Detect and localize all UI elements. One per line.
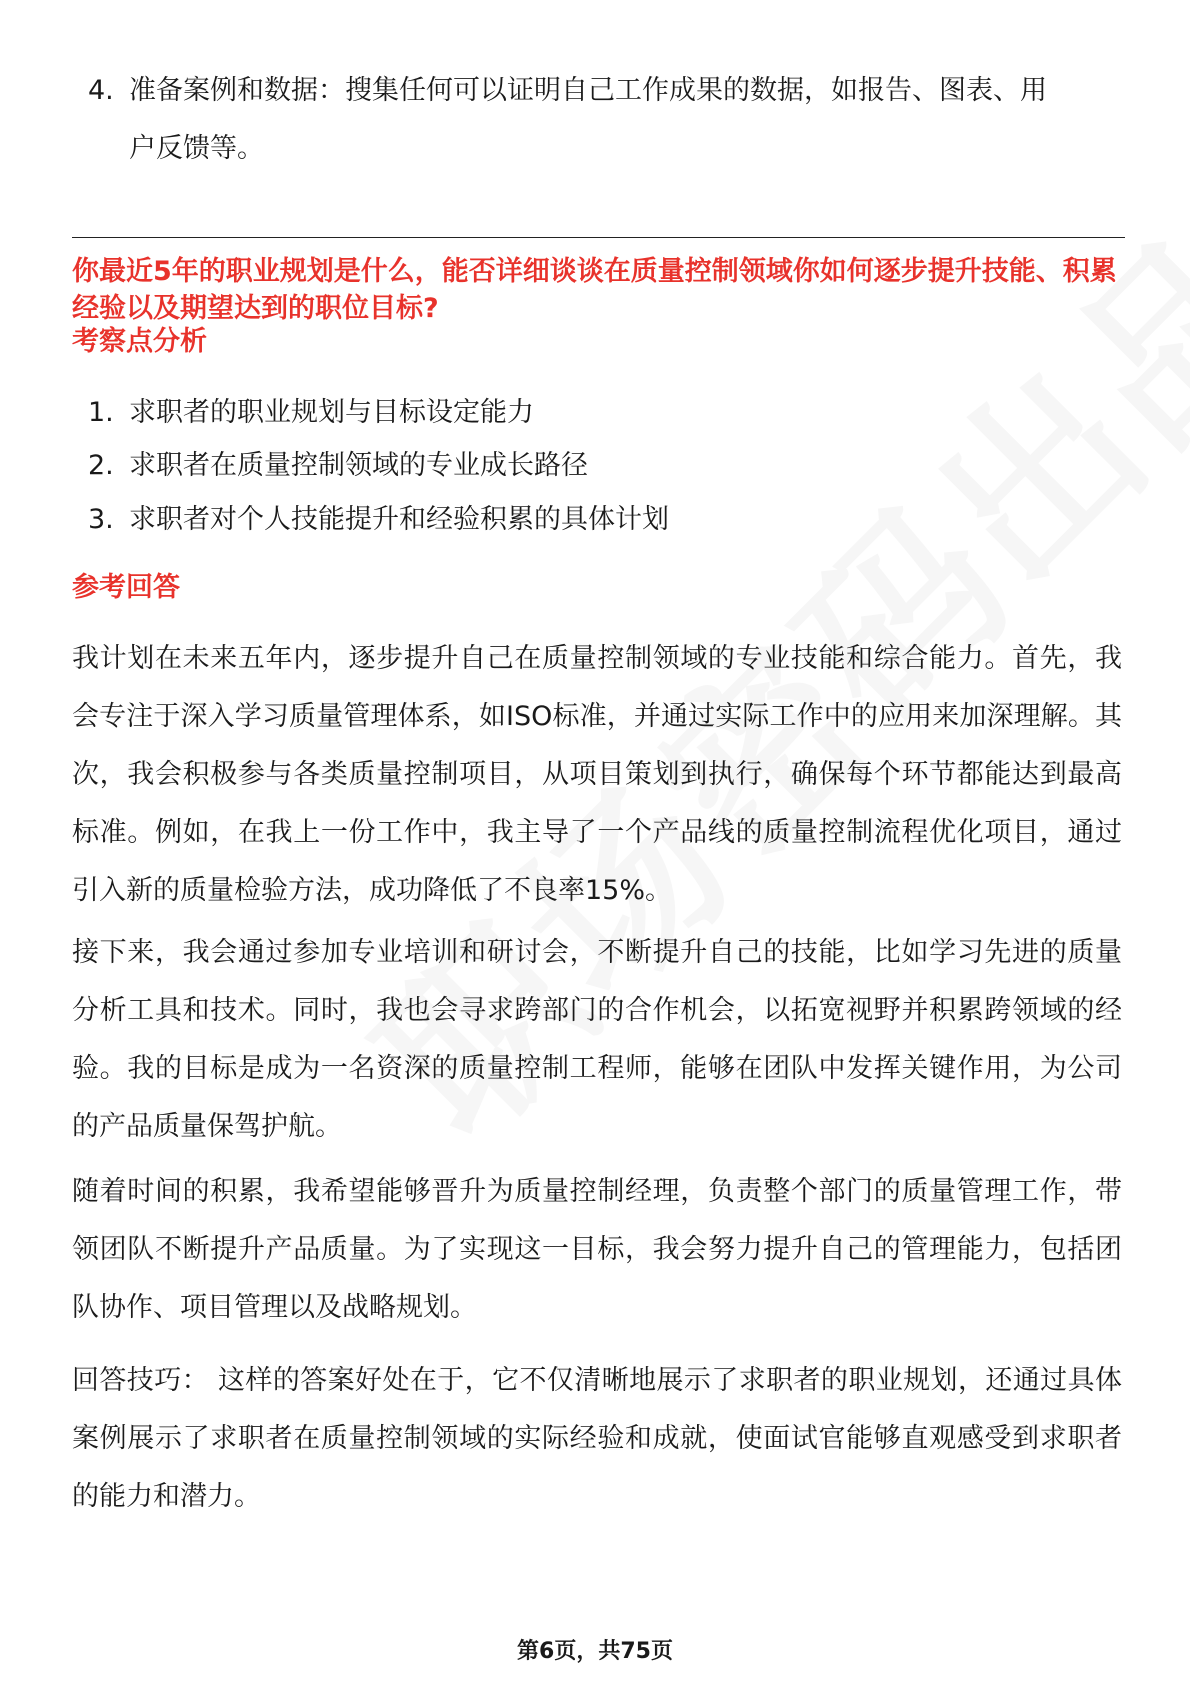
- answer-paragraph-3: 随着时间的积累，我希望能够晋升为质量控制经理，负责整个部门的质量管理工作，带领团队不断提升产品质量。为了实现这一目标，我会努力提升自己的管理能力，包括团队协作、项目管理以及战略规划。: [72, 1176, 1122, 1323]
- list-item-text: 求职者对个人技能提升和经验积累的具体计划: [129, 504, 669, 535]
- section-divider: [72, 237, 1125, 238]
- list-item-text: 求职者的职业规划与目标设定能力: [129, 397, 534, 428]
- question-heading: 你最近5年的职业规划是什么，能否详细谈谈在质量控制领域你如何逐步提升技能、积累经验以及期望达到的职位目标?: [72, 256, 1117, 324]
- list-item-number: 1.: [88, 397, 114, 428]
- analysis-item-1: [88, 384, 1058, 442]
- list-item-number: 4.: [88, 75, 114, 106]
- answer-paragraph-2: 接下来，我会通过参加专业培训和研讨会，不断提升自己的技能，比如学习先进的质量分析工具和技术。同时，我也会寻求跨部门的合作机会，以拓宽视野并积累跨领域的经验。我的目标是成为一名资深的质量控制工程师，能够在团队中发挥关键作用，为公司的产品质量保驾护航。: [72, 937, 1122, 1142]
- answer-tip-paragraph: 回答技巧： 这样的答案好处在于，它不仅清晰地展示了求职者的职业规划，还通过具体案例展示了求职者在质量控制领域的实际经验和成就，使面试官能够直观感受到求职者的能力和潜力。: [72, 1365, 1122, 1512]
- page-number-footer: 第6页，共75页: [517, 1639, 673, 1664]
- analysis-heading: 考察点分析: [72, 326, 207, 357]
- list-item-number: 3.: [88, 504, 114, 535]
- answer-heading: 参考回答: [72, 572, 180, 603]
- answer-paragraph-1: 我计划在未来五年内，逐步提升自己在质量控制领域的专业技能和综合能力。首先，我会专注于深入学习质量管理体系，如ISO标准，并通过实际工作中的应用来加深理解。其次，我会积极参与各类质量控制项目，从项目策划到执行，确保每个环节都能达到最高标准。例如，在我上一份工作中，我主导了一个产品线的质量控制流程优化项目，通过引入新的质量检验方法，成功降低了不良率15%。: [72, 643, 1122, 906]
- analysis-item-3: [88, 491, 1058, 549]
- list-item-number: 2.: [88, 450, 114, 481]
- list-item-4: [88, 62, 1058, 178]
- list-item-text: 求职者在质量控制领域的专业成长路径: [129, 450, 588, 481]
- analysis-item-2: [88, 437, 1058, 495]
- list-item-text: 准备案例和数据：搜集任何可以证明自己工作成果的数据，如报告、图表、用户反馈等。: [129, 75, 1047, 164]
